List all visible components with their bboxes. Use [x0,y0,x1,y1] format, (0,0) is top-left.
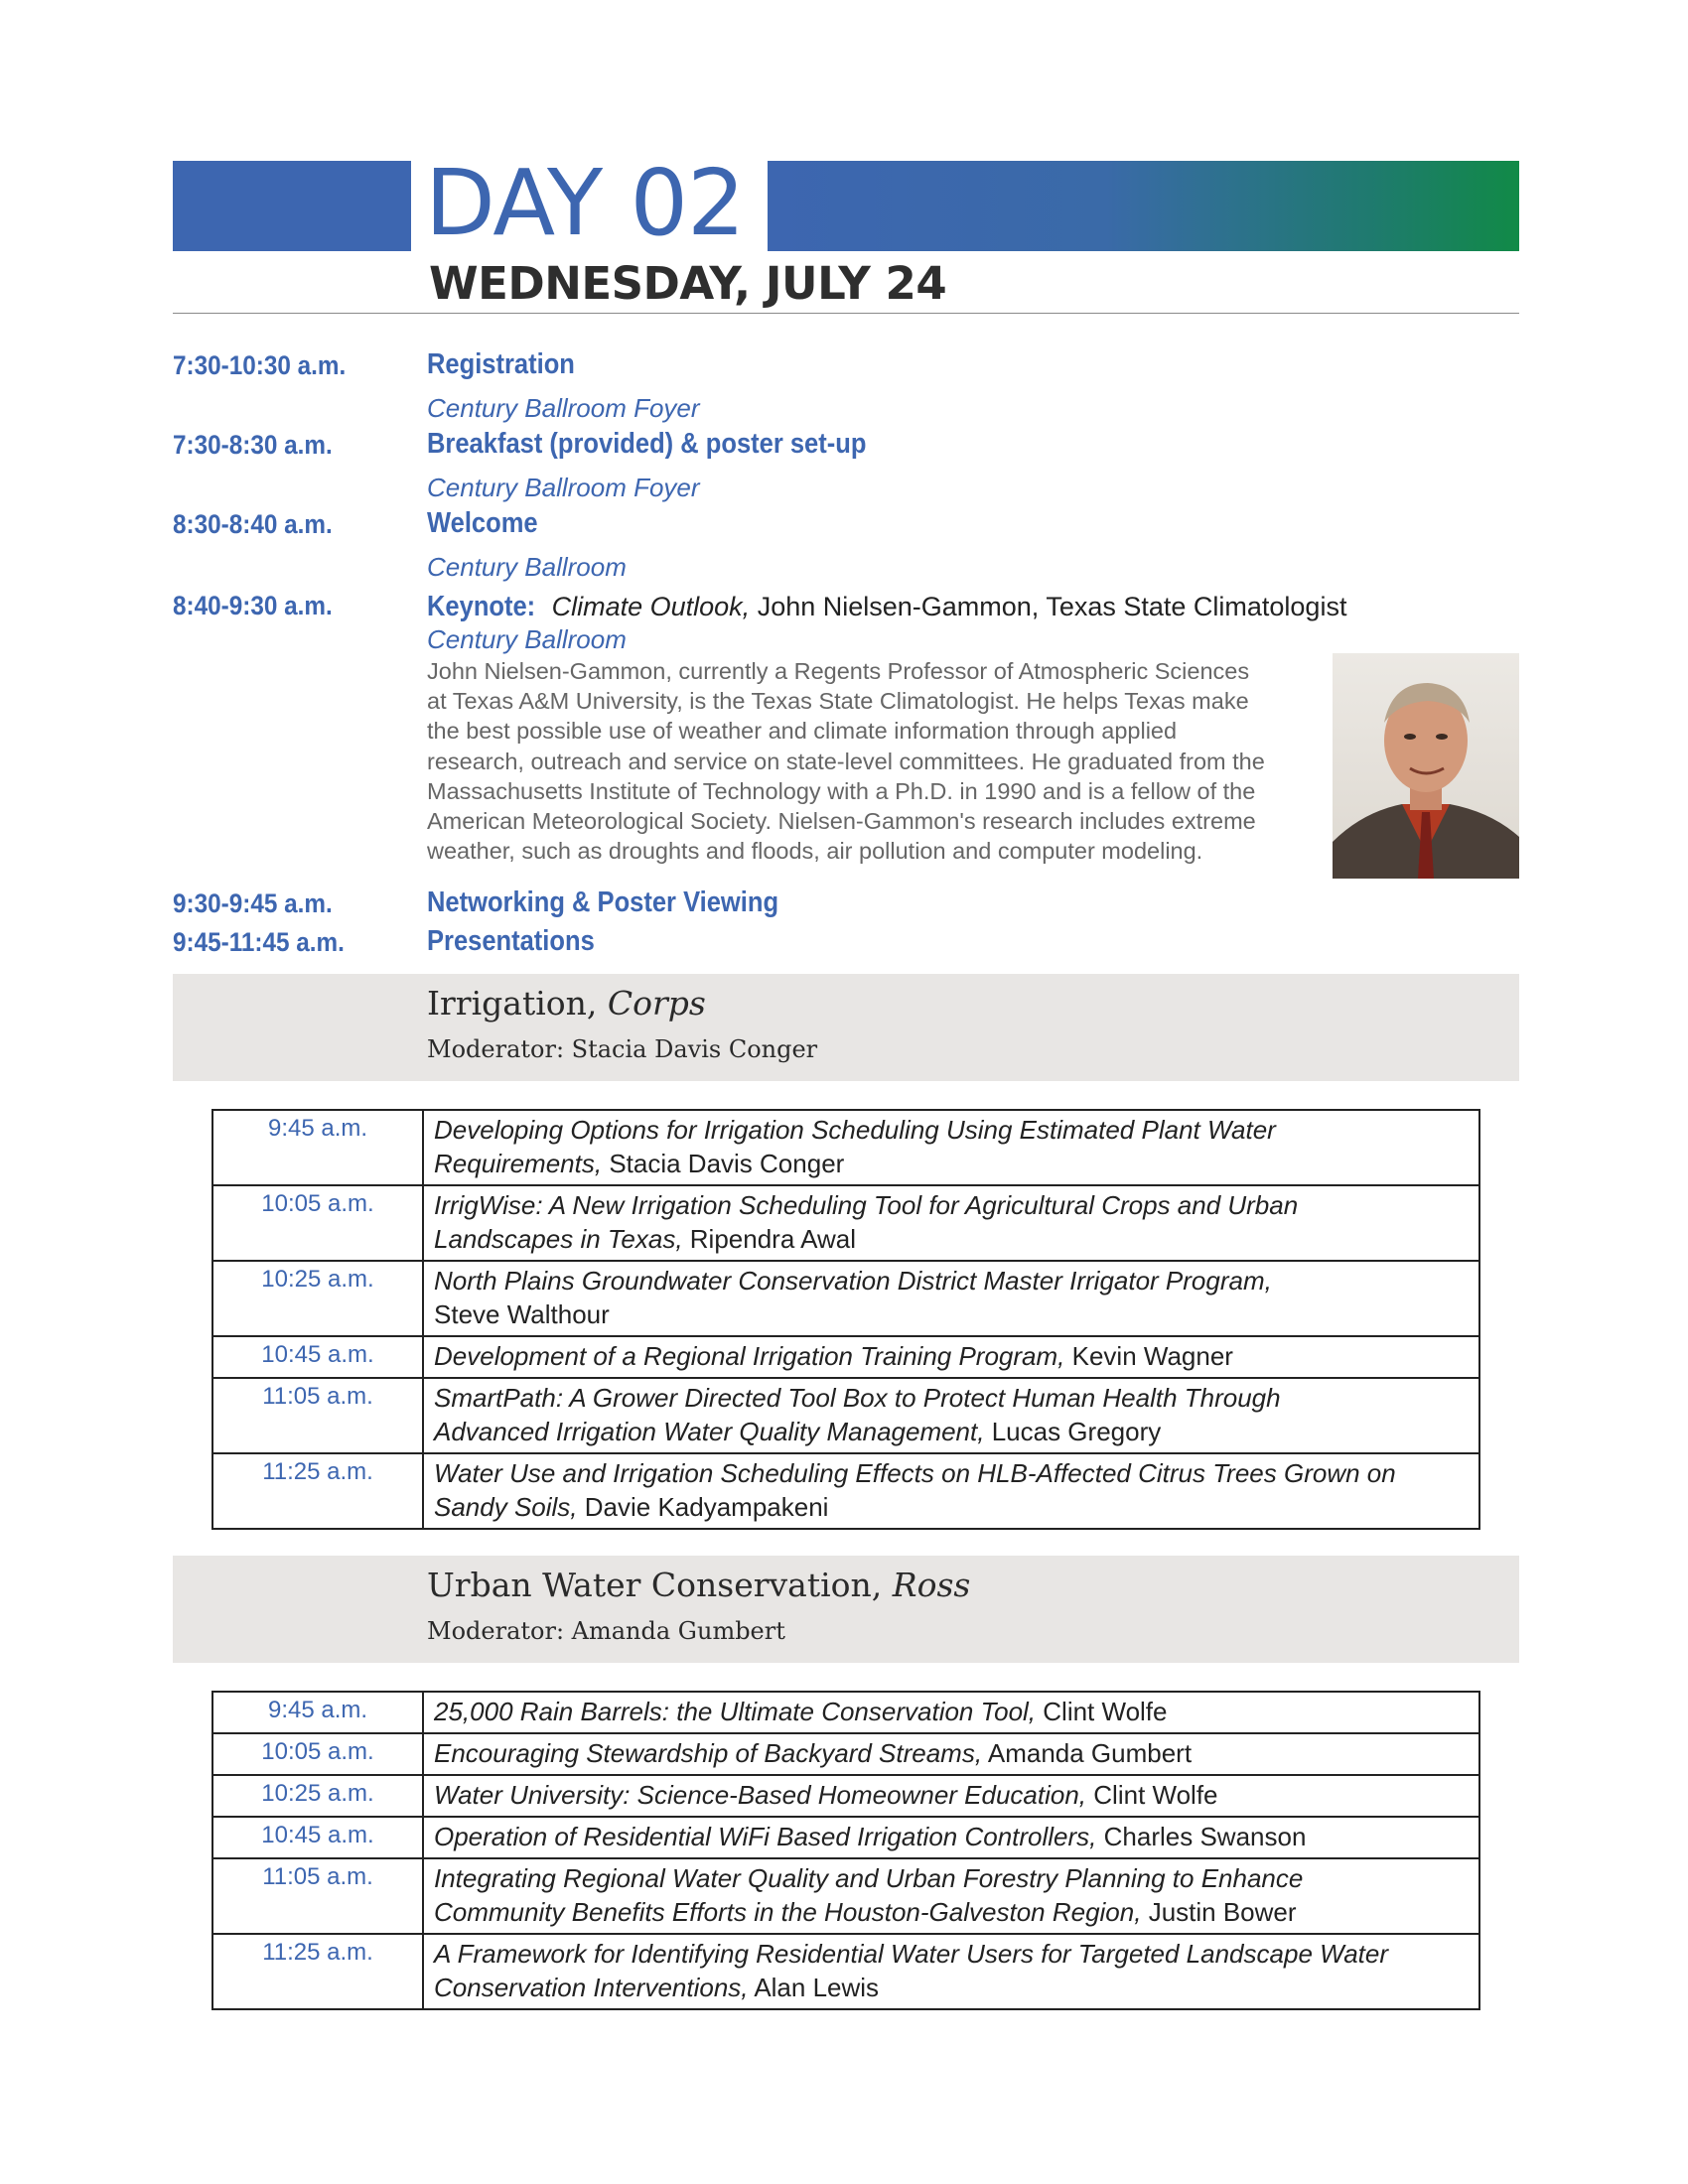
talk-speaker: Alan Lewis [754,1973,880,2002]
table-row [212,1378,1479,1453]
speaker-photo [1333,653,1519,879]
header-bar-gradient [768,161,1519,251]
talk-speaker: Justin Bower [1148,1897,1297,1927]
talk-time: 10:05 a.m. [212,1185,423,1261]
agenda-title: Registration [427,348,575,380]
talk-description: Encouraging Stewardship of Backyard Streams, Amanda Gumbert [423,1733,1479,1775]
agenda-time: 8:40-9:30 a.m. [173,591,333,620]
session-schedule-table [211,1691,1480,2010]
agenda-location: Century Ballroom Foyer [427,393,700,423]
talk-speaker: Ripendra Awal [689,1224,856,1254]
table-row [212,1185,1479,1261]
agenda-location: Century Ballroom [427,624,627,654]
agenda-title: Networking & Poster Viewing [427,887,779,918]
talk-time: 11:05 a.m. [212,1378,423,1453]
talk-description: 25,000 Rain Barrels: the Ultimate Conservation Tool, Clint Wolfe [423,1692,1479,1733]
talk-time: 10:45 a.m. [212,1817,423,1858]
bio-line: at Texas A&M University, is the Texas State Climatologist. He helps Texas make [427,688,1249,715]
session-header [173,1556,1519,1663]
session-header [173,974,1519,1081]
talk-speaker: Amanda Gumbert [987,1738,1193,1768]
keynote-speaker: John Nielsen-Gammon, Texas State Climatologist [757,592,1347,621]
session-room: Ross [892,1566,971,1604]
bio-line: American Meteorological Society. Nielsen-Gammon's research includes extreme [427,808,1256,835]
session-moderator: Moderator: Amanda Gumbert [427,1617,785,1645]
session-moderator: Moderator: Stacia Davis Conger [427,1035,818,1063]
agenda-title: Presentations [427,925,595,957]
talk-time: 11:25 a.m. [212,1934,423,2009]
talk-description: A Framework for Identifying Residential Water Users for Targeted Landscape Water Conservation Interventions, Alan Lewis [423,1934,1479,2009]
talk-time: 10:25 a.m. [212,1775,423,1817]
talk-description: Development of a Regional Irrigation Training Program, Kevin Wagner [423,1336,1479,1378]
table-row [212,1858,1479,1934]
day-title: DAY 02 [425,150,745,256]
talk-speaker: Davie Kadyampakeni [584,1492,829,1522]
talk-time: 10:25 a.m. [212,1261,423,1336]
talk-description: Integrating Regional Water Quality and Urban Forestry Planning to Enhance Community Benefits Efforts in the Houston-Galveston Region, Justin Bower [423,1858,1479,1934]
talk-speaker: Clint Wolfe [1093,1780,1218,1810]
table-row [212,1775,1479,1817]
talk-description: SmartPath: A Grower Directed Tool Box to Protect Human Health Through Advanced Irrigation Water Quality Management, Lucas Gregory [423,1378,1479,1453]
talk-description: Water University: Science-Based Homeowner Education, Clint Wolfe [423,1775,1479,1817]
table-row [212,1692,1479,1733]
talk-time: 10:45 a.m. [212,1336,423,1378]
talk-time: 9:45 a.m. [212,1692,423,1733]
talk-time: 10:05 a.m. [212,1733,423,1775]
session-room: Corps [607,984,706,1023]
table-row [212,1261,1479,1336]
day-date: WEDNESDAY, JULY 24 [429,257,947,310]
talk-time: 11:25 a.m. [212,1453,423,1529]
agenda-location: Century Ballroom Foyer [427,473,700,502]
keynote-bio [427,656,1311,866]
talk-speaker: Lucas Gregory [991,1417,1162,1446]
agenda-time: 9:45-11:45 a.m. [173,927,345,957]
table-row [212,1733,1479,1775]
talk-speaker: Kevin Wagner [1071,1341,1233,1371]
session-title: Urban Water Conservation, Ross [427,1566,971,1604]
talk-description: North Plains Groundwater Conservation District Master Irrigator Program, Steve Walthour [423,1261,1479,1336]
header-divider [173,313,1519,314]
agenda-time: 7:30-10:30 a.m. [173,350,347,380]
agenda-time: 8:30-8:40 a.m. [173,509,333,539]
talk-time: 11:05 a.m. [212,1858,423,1934]
agenda-time: 7:30-8:30 a.m. [173,430,333,460]
header-bar-left [173,161,411,251]
agenda-title: Breakfast (provided) & poster set-up [427,428,867,460]
bio-line: Massachusetts Institute of Technology with a Ph.D. in 1990 and is a fellow of the [427,777,1256,804]
keynote-talk-title: Climate Outlook, [551,592,751,621]
talk-description: Water Use and Irrigation Scheduling Effects on HLB-Affected Citrus Trees Grown on Sandy Soils, Davie Kadyampakeni [423,1453,1479,1529]
agenda-title: Welcome [427,507,538,539]
talk-description: IrrigWise: A New Irrigation Scheduling Tool for Agricultural Crops and Urban Landscapes in Texas, Ripendra Awal [423,1185,1479,1261]
bio-line: the best possible use of weather and climate information through applied [427,718,1178,745]
session-title: Irrigation, Corps [427,984,706,1023]
agenda-time: 9:30-9:45 a.m. [173,888,333,918]
table-row [212,1453,1479,1529]
talk-speaker: Stacia Davis Conger [609,1149,845,1178]
table-row [212,1817,1479,1858]
table-row [212,1934,1479,2009]
talk-description: Developing Options for Irrigation Scheduling Using Estimated Plant Water Requirements, Stacia Davis Conger [423,1110,1479,1185]
table-row [212,1110,1479,1185]
bio-line: research, outreach and service on state-level committees. He graduated from the [427,748,1265,774]
table-row [212,1336,1479,1378]
session-schedule-table [211,1109,1480,1530]
talk-speaker: Charles Swanson [1103,1822,1307,1851]
talk-time: 9:45 a.m. [212,1110,423,1185]
talk-speaker: Steve Walthour [434,1299,610,1329]
keynote-label: Keynote: [427,591,536,622]
keynote-line [427,591,1346,623]
bio-line: weather, such as droughts and floods, air pollution and computer modeling. [427,838,1203,865]
bio-line: John Nielsen-Gammon, currently a Regents Professor of Atmospheric Sciences [427,658,1250,684]
agenda-location: Century Ballroom [427,552,627,582]
talk-description: Operation of Residential WiFi Based Irrigation Controllers, Charles Swanson [423,1817,1479,1858]
talk-speaker: Clint Wolfe [1043,1697,1168,1726]
